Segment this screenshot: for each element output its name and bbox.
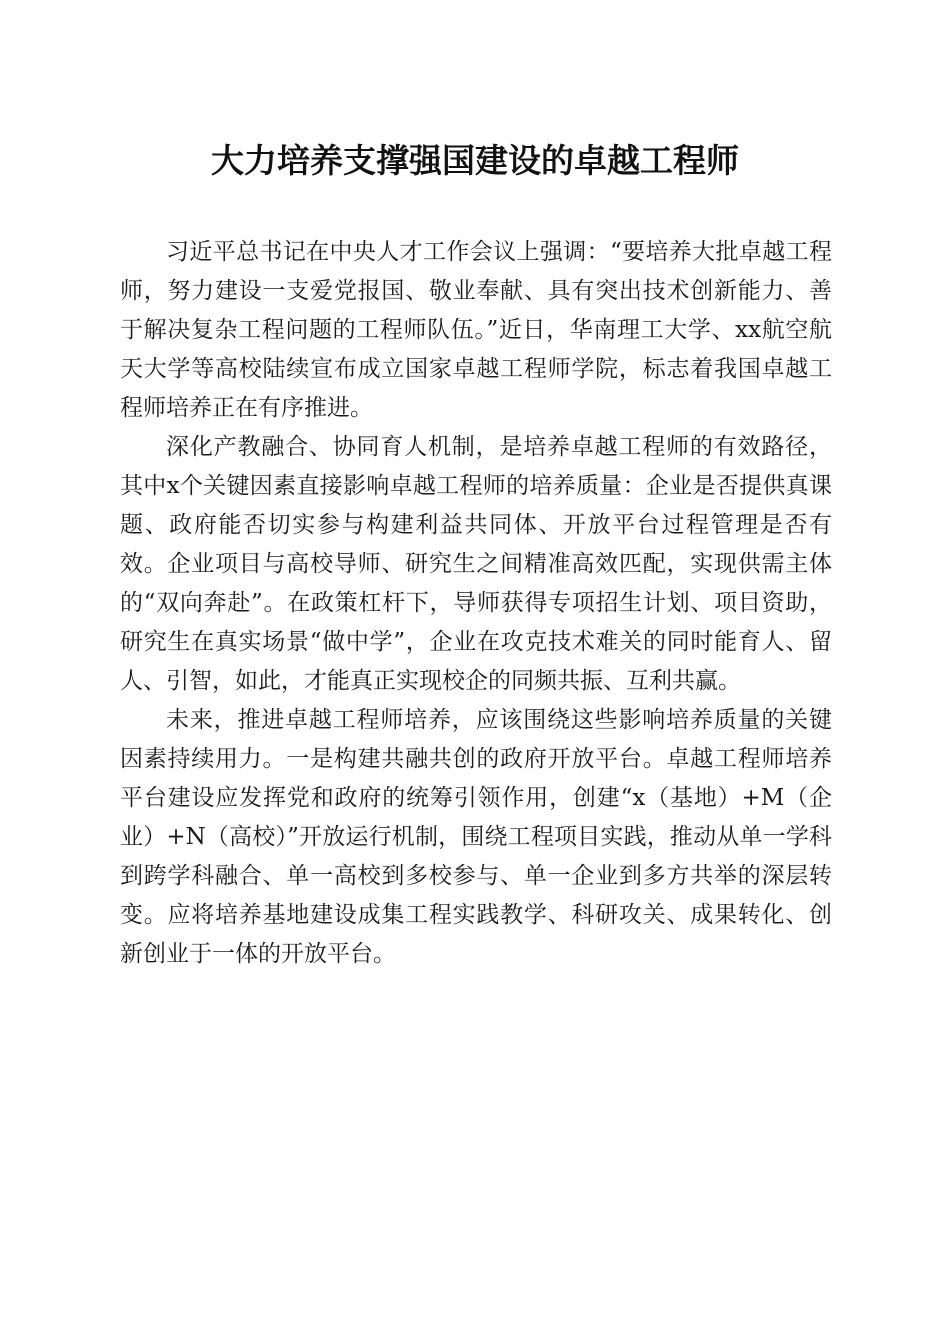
document-title: 大力培养支撑强国建设的卓越工程师 bbox=[211, 141, 739, 180]
document-body bbox=[120, 233, 832, 974]
paragraph-3: 未来，推进卓越工程师培养，应该围绕这些影响培养质量的关键因素持续用力。一是构建共融共创的政府开放平台。卓越工程师培养平台建设应发挥党和政府的统筹引领作用，创建“x（基地）+M（企业）+N（高校）”开放运行机制，围绕工程项目实践，推动从单一学科到跨学科融合、单一高校到多校参与、单一企业到多方共举的深层转变。应将培养基地建设成集工程实践教学、科研攻关、成果转化、创新创业于一体的开放平台。 bbox=[120, 707, 832, 967]
paragraph-1: 习近平总书记在中央人才工作会议上强调：“要培养大批卓越工程师，努力建设一支爱党报国、敬业奉献、具有突出技术创新能力、善于解决复杂工程问题的工程师队伍。”近日，华南理工大学、xx航空航天大学等高校陆续宣布成立国家卓越工程师学院，标志着我国卓越工程师培养正在有序推进。 bbox=[120, 239, 832, 421]
paragraph-2: 深化产教融合、协同育人机制，是培养卓越工程师的有效路径，其中x个关键因素直接影响卓越工程师的培养质量：企业是否提供真课题、政府能否切实参与构建利益共同体、开放平台过程管理是否有效。企业项目与高校导师、研究生之间精准高效匹配，实现供需主体的“双向奔赴”。在政策杠杆下，导师获得专项招生计划、项目资助，研究生在真实场景“做中学”，企业在攻克技术难关的同时能育人、留人、引智，如此，才能真正实现校企的同频共振、互利共赢。 bbox=[120, 434, 832, 694]
